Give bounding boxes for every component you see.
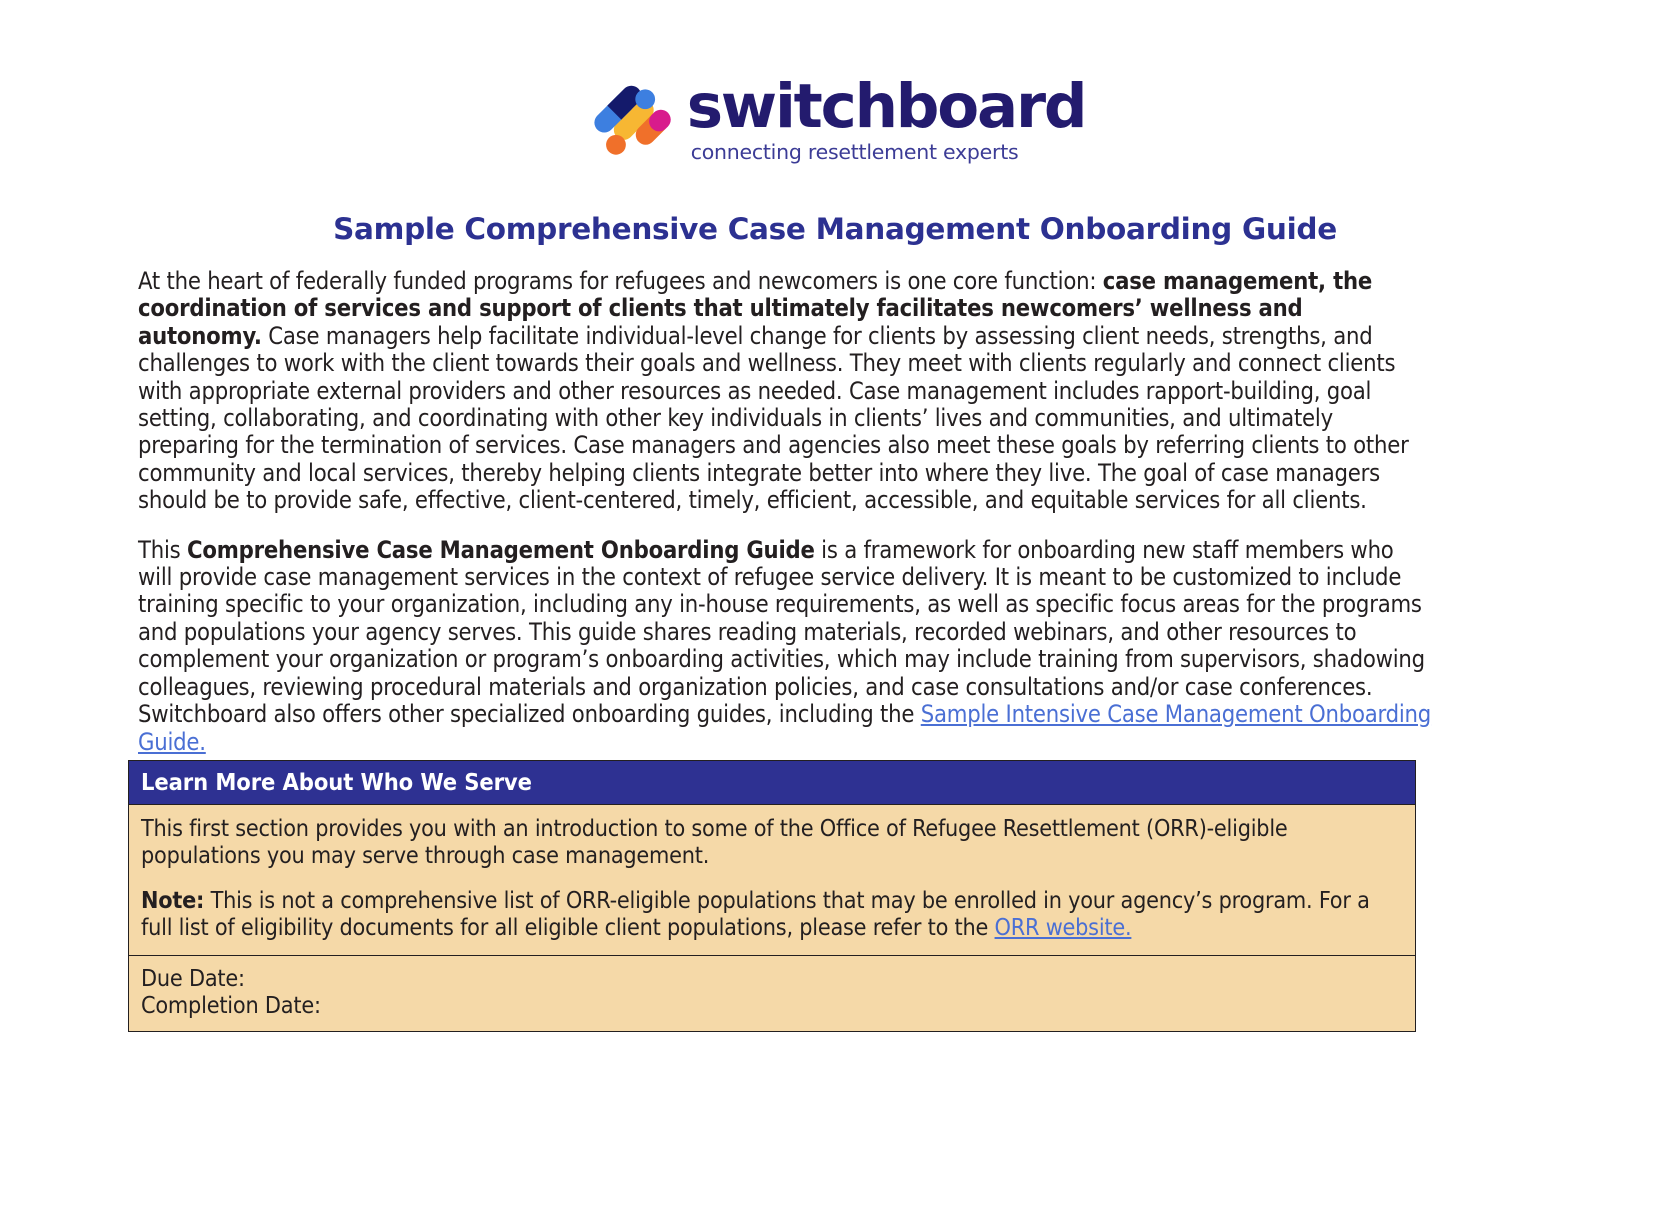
- logo-wordmark: switchboard: [686, 71, 1086, 142]
- paragraph-2-lead: This: [138, 535, 188, 564]
- section-box-footer: [129, 956, 1415, 1031]
- orr-website-link[interactable]: ORR website.: [994, 914, 1132, 941]
- page-title: Sample Comprehensive Case Management Onboarding Guide: [333, 212, 1337, 246]
- sample-intensive-guide-link[interactable]: Sample Intensive Case Management Onboarding Guide.: [138, 700, 1432, 756]
- paragraph-2: [138, 537, 1432, 756]
- section-box-header: Learn More About Who We Serve: [129, 761, 1415, 805]
- learn-more-section-box: [128, 760, 1416, 1032]
- section-box-body: [129, 805, 1415, 956]
- section-note-paragraph: [141, 887, 1403, 941]
- paragraph-1-rest: Case managers help facilitate individual-level change for clients by assessing client needs, strengths, and challenges to work with the client towards their goals and wellness. They meet with clients regularly and connect clients with appropriate external providers and other resources as needed. Case management includes rapport-building, goal setting, collaborating, and coordinating with other key individuals in clients’ lives and communities, and ultimately preparing for the termination of services. Case managers and agencies also meet these goals by referring clients to other community and local services, thereby helping clients integrate better into where they live. The goal of case managers should be to provide safe, effective, client-centered, timely, efficient, accessible, and equitable services for all clients.: [138, 321, 1409, 515]
- note-text: This is not a comprehensive list of ORR-eligible populations that may be enrolled in your agency’s program. For a full list of eligibility documents for all eligible client populations, please refer to the: [141, 887, 1370, 941]
- switchboard-logo-mark-icon: [585, 76, 671, 162]
- document-body: [138, 268, 1432, 778]
- logo-text-group: [686, 71, 1086, 165]
- paragraph-2-bold: Comprehensive Case Management Onboarding Guide: [187, 535, 815, 564]
- paragraph-1: [138, 268, 1432, 515]
- switchboard-logo: [0, 71, 1670, 165]
- completion-date-label: Completion Date:: [141, 992, 321, 1019]
- section-body-paragraph: This first section provides you with an introduction to some of the Office of Refugee Resettlement (ORR)-eligible populations you may serve through case management.: [141, 815, 1288, 869]
- note-label: Note:: [141, 887, 205, 914]
- logo-tagline: connecting resettlement experts: [690, 140, 1019, 165]
- paragraph-1-bold: case management, the coordination of services and support of clients that ultimately facilitates newcomers’ wellness and autonomy.: [138, 267, 1373, 350]
- due-date-label: Due Date:: [141, 965, 245, 992]
- paragraph-2-mid: is a framework for onboarding new staff members who will provide case management services in the context of refugee service delivery. It is meant to be customized to include training specific to your organization, including any in-house requirements, as well as specific focus areas for the programs and populations your agency serves. This guide shares reading materials, recorded webinars, and other resources to complement your organization or program’s onboarding activities, which may include training from supervisors, shadowing colleagues, reviewing procedural materials and organization policies, and case consultations and/or case conferences. Switchboard also offers other specialized onboarding guides, including the: [138, 535, 1425, 729]
- paragraph-1-lead: At the heart of federally funded programs for refugees and newcomers is one core function:: [138, 267, 1103, 295]
- logo-inner: [585, 71, 1086, 165]
